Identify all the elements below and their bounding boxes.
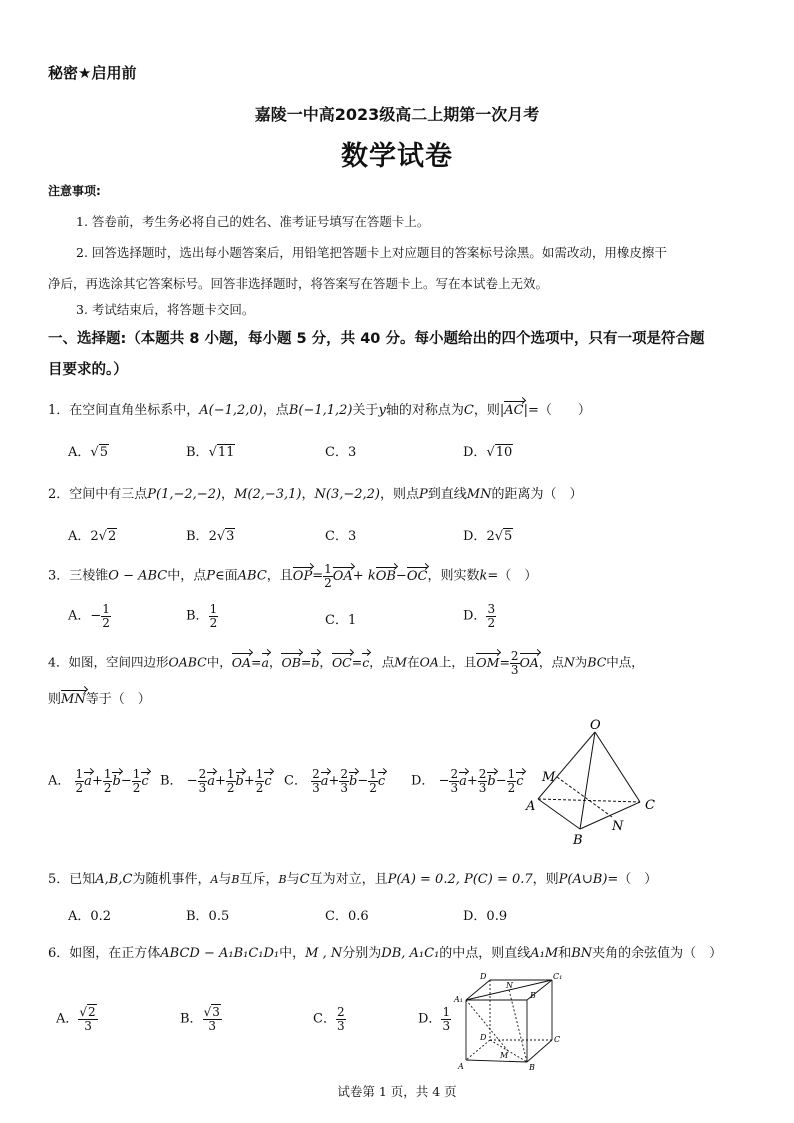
q1-option-c: C．3 (325, 445, 357, 460)
section1-heading-line2: 目要求的。） (48, 362, 128, 378)
label-b6: B (529, 1063, 535, 1072)
q2-option-d: D．2√5 (463, 529, 513, 544)
question-4: 4．如图，空间四边形OABC中，OA=a，OB=b，OC=c，点M在OA上，且OM= $\frac{2}{3}$ OA，点N为BC中点， (48, 649, 644, 677)
label-a1: A₁ (454, 995, 463, 1004)
q5-option-c: C．0.6 (325, 909, 369, 924)
secret-label: 秘密★启用前 (48, 64, 137, 82)
q1-option-d: D．√10 (463, 445, 513, 460)
label-b1: B (530, 991, 536, 1000)
q2-option-a: A．2√2 (68, 529, 117, 544)
q2-option-c: C．3 (325, 529, 357, 544)
vector-ac: AC (504, 403, 524, 418)
question-2: 2．空间中有三点P(1,−2,−2)，M(2,−3,1)，N(3,−2,2)，则点P到直线MN的距离为（ ） (48, 487, 583, 502)
notice-item-2a: 2. 回答选择题时，选出每小题答案后，用铅笔把答题卡上对应题目的答案标号涂黑。如需改动，用橡皮擦干 (76, 245, 667, 260)
notice-item-2b: 净后，再选涂其它答案标号。回答非选择题时，将答案写在答题卡上。写在本试卷上无效。 (48, 276, 549, 291)
label-d: D (480, 1033, 487, 1042)
label-c: C (645, 798, 655, 813)
q3-option-c: C．1 (325, 613, 357, 628)
label-b: B (573, 833, 583, 847)
label-d1: D (480, 972, 487, 981)
q4-option-b: B． − $\frac{2}{3}$ a+ $\frac{1}{2}$ b+ $\frac{1}{2}$ c (160, 767, 272, 795)
q4-tetrahedron-figure (520, 712, 670, 847)
label-a: A (526, 799, 536, 814)
q5-option-a: A．0.2 (68, 909, 112, 924)
q1-option-a: A．√5 (68, 445, 108, 460)
label-a6: A (458, 1062, 464, 1071)
question-6: 6．如图，在正方体ABCD − A₁B₁C₁D₁中，M , N分别为DB, A₁C₁的中点，则直线A₁M和BN夹角的余弦值为（ ） (48, 946, 723, 961)
notice-item-1: 1. 答卷前，考生务必将自己的姓名、准考证号填写在答题卡上。 (76, 214, 430, 229)
q3-option-b: B． $\frac{1}{2}$ (186, 602, 218, 630)
q4-option-a: A． $\frac{1}{2}$ a+ $\frac{1}{2}$ b− $\frac{1}{2}$ c (48, 767, 149, 795)
subject-title: 数学试卷 (341, 141, 453, 172)
question-4-line2: 则MN等于（ ） (48, 692, 151, 707)
label-c1: C₁ (553, 972, 563, 981)
question-1: 1．在空间直角坐标系中，A(−1,2,0)，点B(−1,1,2)关于y轴的对称点为C，则|AC|=（ ） (48, 403, 591, 418)
q6-cube-figure (452, 970, 572, 1075)
q4-option-d: D． − $\frac{2}{3}$ a+ $\frac{2}{3}$ b− $\frac{1}{2}$ c (411, 767, 524, 795)
q2-option-b: B．2√3 (186, 529, 235, 544)
page-footer: 试卷第 1 页，共 4 页 (337, 1084, 457, 1099)
q4-option-c: C． $\frac{2}{3}$ a+ $\frac{2}{3}$ b− $\frac{1}{2}$ c (284, 767, 386, 795)
label-n6: N (506, 981, 513, 990)
q6-option-a: A． $\frac{√2}{3}$ (56, 1005, 96, 1033)
label-n: N (612, 819, 624, 834)
label-m6: M (500, 1051, 509, 1060)
label-c6: C (554, 1035, 561, 1044)
q6-option-b: B． $\frac{√3}{3}$ (180, 1005, 220, 1033)
q1-option-b: B．√11 (186, 445, 235, 460)
notice-title: 注意事项: (48, 184, 101, 198)
q3-option-a: A．− $\frac{1}{2}$ (68, 602, 110, 630)
question-5: 5．已知A,B,C为随机事件，A与B互斥，B与C互为对立，且P(A) = 0.2, P(C) = 0.7，则P(A∪B)=（ ） (48, 872, 658, 887)
q5-option-d: D．0.9 (463, 909, 508, 924)
section1-heading-line1: 一、选择题:（本题共 8 小题，每小题 5 分，共 40 分。每小题给出的四个选项中，只有一项是符合题 (48, 331, 705, 347)
question-3: 3．三棱锥O − ABC中，点P∈面ABC，且OP= $\frac{1}{2}$ OA+ kOB−OC，则实数k=（ ） (48, 562, 538, 590)
q6-option-d: D． $\frac{1}{3}$ (418, 1005, 451, 1033)
q6-option-c: C． $\frac{2}{3}$ (313, 1005, 345, 1033)
label-o: O (590, 718, 601, 733)
q3-option-d: D． $\frac{3}{2}$ (463, 602, 496, 630)
label-m: M (542, 770, 556, 785)
notice-item-3: 3. 考试结束后，将答题卡交回。 (76, 302, 255, 317)
q5-option-b: B．0.5 (186, 909, 230, 924)
exam-title: 嘉陵一中高2023级高二上期第一次月考 (254, 105, 540, 124)
